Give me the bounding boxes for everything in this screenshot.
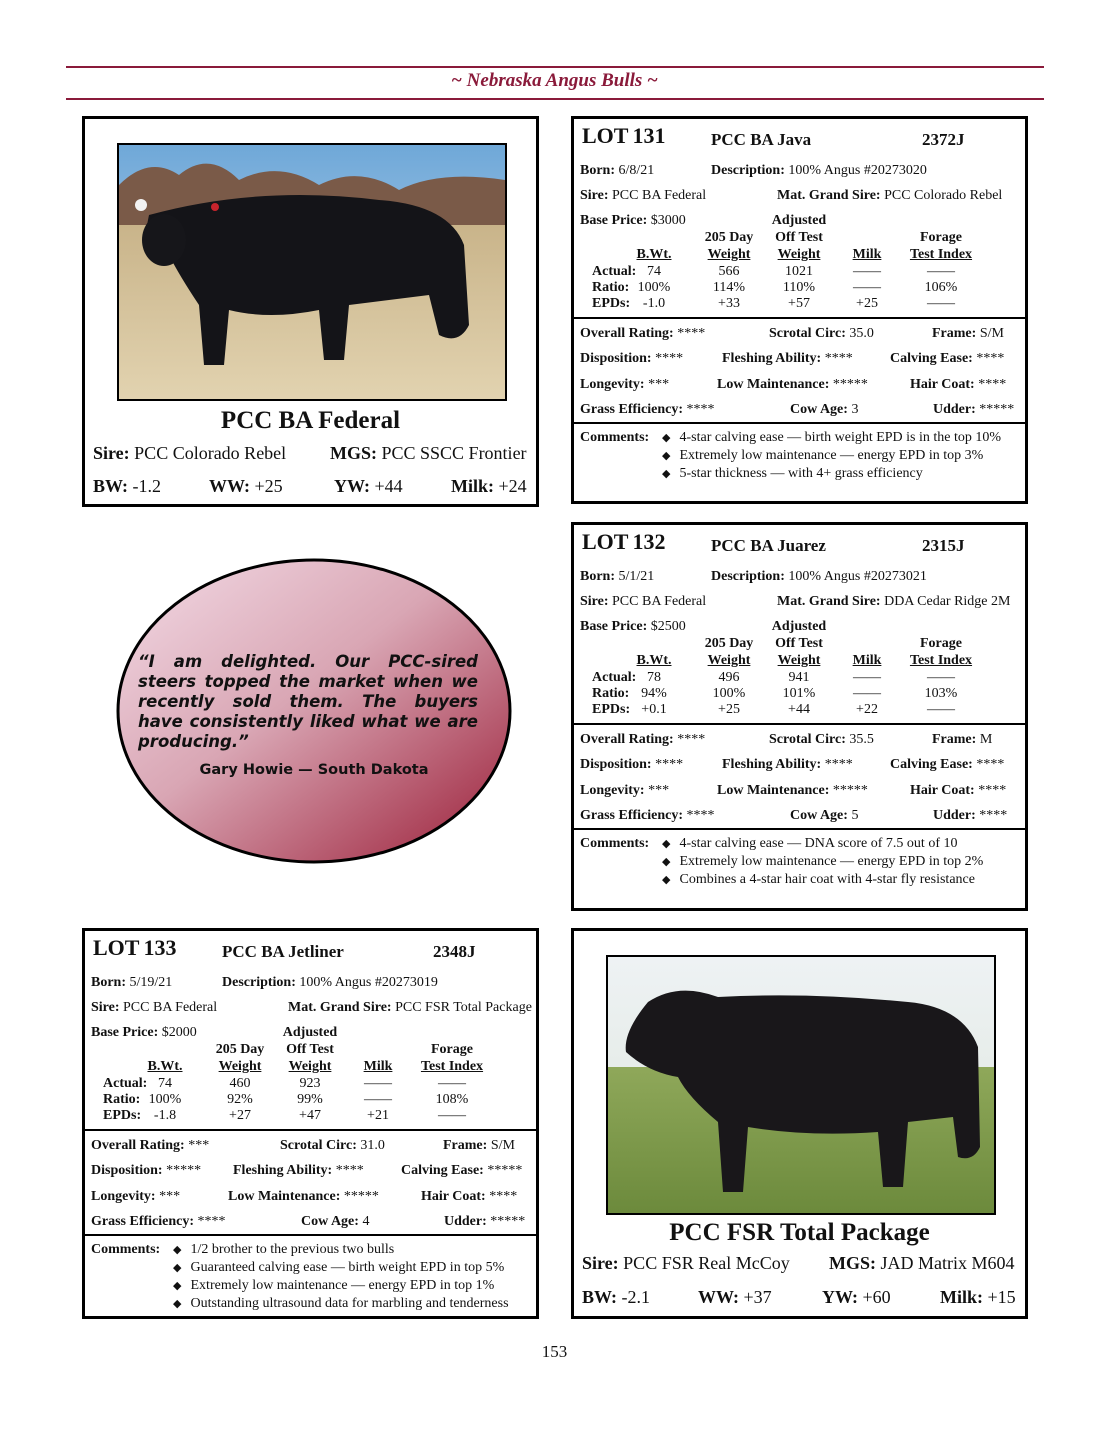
cell-actual-4: ——	[927, 264, 955, 279]
rating-frame: Frame: S/M	[443, 1138, 515, 1153]
diamond-bullet-icon: ◆	[662, 468, 671, 480]
header-rule-bottom	[66, 98, 1044, 100]
section-divider	[574, 317, 1025, 319]
rating-haircoat: Hair Coat: ****	[421, 1189, 518, 1204]
rating-lowmaint: Low Maintenance: *****	[717, 783, 868, 798]
cell-epds-4: ——	[438, 1108, 466, 1123]
rating-calving: Calving Ease: ****	[890, 757, 1005, 772]
cell-ratio-0: 94%	[641, 686, 667, 701]
cell-ratio-2: 99%	[297, 1092, 323, 1107]
rating-frame: Frame: M	[932, 732, 993, 747]
cell-epds-2: +44	[788, 702, 810, 717]
sire-card-total-package	[571, 928, 1028, 1319]
bull-photo-federal-image	[119, 145, 505, 399]
col-header-adjusted: Adjusted	[282, 1025, 338, 1040]
lot-born: Born: 5/1/21	[580, 569, 655, 584]
rating-calving: Calving Ease: *****	[401, 1163, 523, 1178]
cell-actual-1: 566	[718, 264, 740, 279]
page-number: 153	[541, 1342, 568, 1361]
col-header-205-weight: Weight	[707, 247, 751, 262]
rating-longevity: Longevity: ***	[91, 1189, 181, 1204]
comment-item: ◆ Extremely low maintenance — energy EPD in top 2%	[662, 854, 984, 869]
rating-overall: Overall Rating: ****	[580, 732, 706, 747]
rating-scrotal: Scrotal Circ: 35.5	[769, 732, 874, 747]
sire-ww: WW: +37	[698, 1287, 772, 1307]
rating-scrotal: Scrotal Circ: 35.0	[769, 326, 874, 341]
col-header-forage: Forage	[920, 230, 962, 245]
rating-scrotal: Scrotal Circ: 31.0	[280, 1138, 385, 1153]
comment-item: ◆ Guaranteed calving ease — birth weight EPD in top 5%	[173, 1260, 505, 1275]
cell-actual-2: 941	[788, 670, 810, 685]
rating-udder: Udder: *****	[933, 402, 1015, 417]
row-label-actual: Actual:	[592, 264, 637, 279]
cell-actual-2: 1021	[785, 264, 813, 279]
lot-number: LOT 131	[582, 123, 666, 148]
row-label-actual: Actual:	[103, 1076, 148, 1091]
sire-card-federal	[82, 116, 539, 507]
section-divider	[574, 723, 1025, 725]
cell-epds-0: +0.1	[641, 702, 667, 717]
bull-photo-total-package	[606, 955, 996, 1215]
sire-yw: YW: +60	[822, 1287, 891, 1307]
comment-item: ◆ 4-star calving ease — birth weight EPD is in the top 10%	[662, 430, 1002, 445]
testimonial	[114, 556, 514, 866]
rating-lowmaint: Low Maintenance: *****	[228, 1189, 379, 1204]
rating-grass: Grass Efficiency: ****	[580, 402, 715, 417]
sire-name: PCC FSR Total Package	[669, 1219, 930, 1246]
lot-description: Description: 100% Angus #20273020	[711, 163, 927, 178]
diamond-bullet-icon: ◆	[173, 1280, 182, 1292]
cell-actual-4: ——	[438, 1076, 466, 1091]
sire-mgs-line: MGS: PCC SSCC Frontier	[330, 443, 527, 463]
col-header-off-test: Off Test	[286, 1042, 334, 1057]
cell-ratio-1: 114%	[712, 280, 746, 295]
lot-description: Description: 100% Angus #20273021	[711, 569, 927, 584]
cell-ratio-2: 101%	[782, 686, 816, 701]
testimonial-author: Gary Howie — South Dakota	[199, 762, 429, 778]
sire-bw: BW: -1.2	[93, 476, 162, 496]
cell-actual-1: 496	[718, 670, 740, 685]
lot-reg-number: 2348J	[433, 942, 476, 961]
sire-bw: BW: -2.1	[582, 1287, 651, 1307]
col-header-205day: 205 Day	[215, 1042, 265, 1057]
sire-name: PCC BA Federal	[220, 407, 401, 434]
cell-ratio-3: ——	[853, 280, 881, 295]
lot-sire: Sire: PCC BA Federal	[580, 188, 707, 203]
lot-bull-name: PCC BA Java	[711, 130, 812, 149]
cell-actual-3: ——	[364, 1076, 392, 1091]
rating-cowage: Cow Age: 4	[301, 1214, 370, 1229]
sire-ww: WW: +25	[209, 476, 283, 496]
cell-actual-1: 460	[229, 1076, 251, 1091]
lot-number: LOT 133	[93, 935, 177, 960]
cell-ratio-0: 100%	[637, 280, 671, 295]
cell-ratio-1: 100%	[712, 686, 746, 701]
rating-lowmaint: Low Maintenance: *****	[717, 377, 868, 392]
lot-base-price: Base Price: $2000	[91, 1025, 197, 1040]
lot-reg-number: 2372J	[922, 130, 965, 149]
diamond-bullet-icon: ◆	[173, 1262, 182, 1274]
diamond-bullet-icon: ◆	[173, 1298, 182, 1310]
col-header-bwt: B.Wt.	[147, 1059, 183, 1074]
bull-photo-federal	[117, 143, 507, 401]
sire-milk: Milk: +15	[940, 1287, 1016, 1307]
sire-sire-line: Sire: PCC FSR Real McCoy	[582, 1253, 790, 1273]
col-header-bwt: B.Wt.	[636, 653, 672, 668]
lot-mgs: Mat. Grand Sire: PCC FSR Total Package	[288, 1000, 532, 1015]
col-header-milk: Milk	[852, 247, 882, 262]
cell-ratio-3: ——	[364, 1092, 392, 1107]
row-label-actual: Actual:	[592, 670, 637, 685]
rating-cowage: Cow Age: 5	[790, 808, 859, 823]
comments-list	[662, 430, 1001, 484]
rating-fleshing: Fleshing Ability: ****	[233, 1163, 364, 1178]
lot-bull-name: PCC BA Jetliner	[222, 942, 344, 961]
lot-sire: Sire: PCC BA Federal	[580, 594, 707, 609]
rating-grass: Grass Efficiency: ****	[580, 808, 715, 823]
cell-actual-0: 78	[647, 670, 661, 685]
rating-haircoat: Hair Coat: ****	[910, 783, 1007, 798]
comments-label: Comments:	[91, 1242, 161, 1257]
lot-sire: Sire: PCC BA Federal	[91, 1000, 218, 1015]
cell-ratio-0: 100%	[148, 1092, 182, 1107]
diamond-bullet-icon: ◆	[662, 450, 671, 462]
cell-ratio-4: 106%	[924, 280, 958, 295]
cell-epds-3: +22	[856, 702, 878, 717]
comment-item: ◆ Combines a 4-star hair coat with 4-star fly resistance	[662, 872, 975, 887]
rating-overall: Overall Rating: ****	[580, 326, 706, 341]
cell-epds-4: ——	[927, 296, 955, 311]
section-divider	[85, 1234, 536, 1236]
cell-actual-2: 923	[299, 1076, 321, 1091]
cell-actual-4: ——	[927, 670, 955, 685]
lot-reg-number: 2315J	[922, 536, 965, 555]
cell-ratio-3: ——	[853, 686, 881, 701]
col-header-off-test: Off Test	[775, 636, 823, 651]
sire-yw: YW: +44	[334, 476, 403, 496]
cell-epds-3: +21	[367, 1108, 389, 1123]
cell-actual-3: ——	[853, 264, 881, 279]
diamond-bullet-icon: ◆	[662, 856, 671, 868]
sire-sire-line: Sire: PCC Colorado Rebel	[93, 443, 287, 463]
lot-card-133	[82, 928, 539, 1319]
rating-fleshing: Fleshing Ability: ****	[722, 351, 853, 366]
comments-label: Comments:	[580, 836, 650, 851]
comment-item: ◆ 1/2 brother to the previous two bulls	[173, 1242, 395, 1257]
row-label-ratio: Ratio:	[592, 686, 630, 701]
col-header-adj-weight: Weight	[777, 247, 821, 262]
rating-disposition: Disposition: ****	[580, 351, 684, 366]
testimonial-quote: “I am delighted. Our PCC-sired steers topped the market when we recently sold them. The buyers have consistently liked what we are producing.”	[138, 652, 478, 751]
lot-born: Born: 5/19/21	[91, 975, 173, 990]
diamond-bullet-icon: ◆	[662, 838, 671, 850]
rating-disposition: Disposition: ****	[580, 757, 684, 772]
col-header-milk: Milk	[363, 1059, 393, 1074]
cell-epds-1: +33	[718, 296, 740, 311]
row-label-ratio: Ratio:	[103, 1092, 141, 1107]
comment-item: ◆ Extremely low maintenance — energy EPD in top 1%	[173, 1278, 495, 1293]
diamond-bullet-icon: ◆	[173, 1244, 182, 1256]
rating-overall: Overall Rating: ***	[91, 1138, 210, 1153]
col-header-adjusted: Adjusted	[771, 213, 827, 228]
lot-born: Born: 6/8/21	[580, 163, 655, 178]
col-header-205-weight: Weight	[218, 1059, 262, 1074]
rating-frame: Frame: S/M	[932, 326, 1004, 341]
comment-item: ◆ 5-star thickness — with 4+ grass efficiency	[662, 466, 923, 481]
cell-epds-3: +25	[856, 296, 878, 311]
lot-mgs: Mat. Grand Sire: PCC Colorado Rebel	[777, 188, 1003, 203]
cell-ratio-1: 92%	[227, 1092, 253, 1107]
col-header-205-weight: Weight	[707, 653, 751, 668]
rating-fleshing: Fleshing Ability: ****	[722, 757, 853, 772]
comments-list	[173, 1242, 509, 1314]
lot-number: LOT 132	[582, 529, 666, 554]
col-header-test-index: Test Index	[420, 1059, 484, 1074]
diamond-bullet-icon: ◆	[662, 432, 671, 444]
rating-disposition: Disposition: *****	[91, 1163, 202, 1178]
cell-epds-0: -1.8	[153, 1108, 177, 1123]
sire-milk: Milk: +24	[451, 476, 527, 496]
row-label-epds: EPDs:	[592, 296, 631, 311]
cell-epds-4: ——	[927, 702, 955, 717]
rating-cowage: Cow Age: 3	[790, 402, 859, 417]
row-label-epds: EPDs:	[592, 702, 631, 717]
col-header-adj-weight: Weight	[777, 653, 821, 668]
cell-actual-3: ——	[853, 670, 881, 685]
col-header-off-test: Off Test	[775, 230, 823, 245]
bull-photo-total-package-image	[608, 957, 994, 1213]
cell-actual-0: 74	[158, 1076, 172, 1091]
section-divider	[85, 1129, 536, 1131]
col-header-adj-weight: Weight	[288, 1059, 332, 1074]
col-header-forage: Forage	[431, 1042, 473, 1057]
cell-ratio-4: 108%	[435, 1092, 469, 1107]
col-header-bwt: B.Wt.	[636, 247, 672, 262]
cell-epds-0: -1.0	[642, 296, 666, 311]
rating-udder: Udder: ****	[933, 808, 1008, 823]
comment-item: ◆ Outstanding ultrasound data for marbling and tenderness	[173, 1296, 509, 1311]
section-divider	[574, 422, 1025, 424]
row-label-epds: EPDs:	[103, 1108, 142, 1123]
cell-actual-0: 74	[647, 264, 661, 279]
lot-card-132	[571, 522, 1028, 911]
cell-epds-1: +25	[718, 702, 740, 717]
rating-grass: Grass Efficiency: ****	[91, 1214, 226, 1229]
col-header-205day: 205 Day	[704, 636, 754, 651]
cell-epds-2: +57	[788, 296, 810, 311]
cell-ratio-2: 110%	[782, 280, 816, 295]
col-header-test-index: Test Index	[909, 247, 973, 262]
page-header-title: ~ Nebraska Angus Bulls ~	[451, 70, 658, 91]
lot-bull-name: PCC BA Juarez	[711, 536, 826, 555]
col-header-adjusted: Adjusted	[771, 619, 827, 634]
rating-longevity: Longevity: ***	[580, 783, 670, 798]
lot-base-price: Base Price: $2500	[580, 619, 686, 634]
rating-udder: Udder: *****	[444, 1214, 526, 1229]
col-header-205day: 205 Day	[704, 230, 754, 245]
lot-base-price: Base Price: $3000	[580, 213, 686, 228]
comments-label: Comments:	[580, 430, 650, 445]
col-header-test-index: Test Index	[909, 653, 973, 668]
rating-longevity: Longevity: ***	[580, 377, 670, 392]
diamond-bullet-icon: ◆	[662, 874, 671, 886]
lot-description: Description: 100% Angus #20273019	[222, 975, 438, 990]
row-label-ratio: Ratio:	[592, 280, 630, 295]
col-header-forage: Forage	[920, 636, 962, 651]
comments-list	[662, 836, 983, 890]
rating-calving: Calving Ease: ****	[890, 351, 1005, 366]
section-divider	[574, 828, 1025, 830]
lot-mgs: Mat. Grand Sire: DDA Cedar Ridge 2M	[777, 594, 1011, 609]
sire-mgs-line: MGS: JAD Matrix M604	[829, 1253, 1015, 1273]
cell-epds-2: +47	[299, 1108, 321, 1123]
lot-card-131	[571, 116, 1028, 504]
comment-item: ◆ 4-star calving ease — DNA score of 7.5 out of 10	[662, 836, 958, 851]
col-header-milk: Milk	[852, 653, 882, 668]
comment-item: ◆ Extremely low maintenance — energy EPD in top 3%	[662, 448, 984, 463]
header-rule-top	[66, 66, 1044, 68]
cell-epds-1: +27	[229, 1108, 251, 1123]
cell-ratio-4: 103%	[924, 686, 958, 701]
rating-haircoat: Hair Coat: ****	[910, 377, 1007, 392]
